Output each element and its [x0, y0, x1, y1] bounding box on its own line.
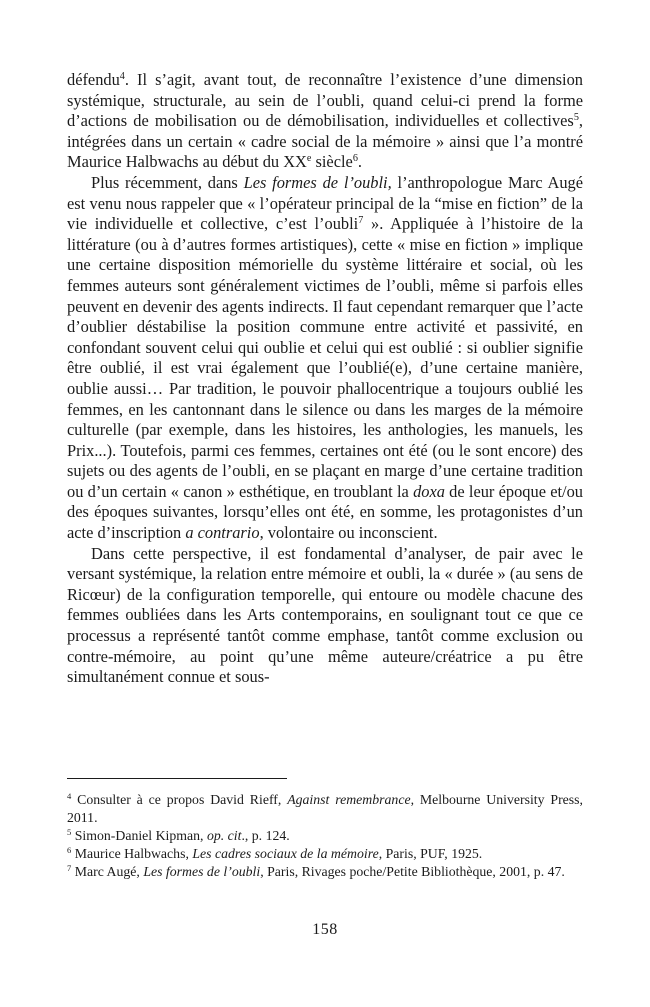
text-run: , Paris, Rivages poche/Petite Bibliothèque, 2001, p. 47.: [260, 864, 565, 879]
paragraph: [67, 173, 583, 544]
body-paragraphs: [67, 70, 583, 688]
footnote-reference: 7: [358, 215, 364, 227]
italic-text-run: Les formes de l’oubli,: [243, 172, 392, 192]
text-run: l’anthropologue Marc Augé est venu nous rappeler que « l’opérateur principal de la “mise en fiction” de la vie individuelle et collective, c’est l’oubli: [67, 172, 583, 234]
footnote-item: [67, 791, 583, 827]
text-run: , intégrées dans un certain « cadre social de la mémoire » ainsi que l’a montré Maurice Halbwachs au début du XX: [67, 111, 583, 172]
text-run: Plus récemment, dans: [91, 172, 244, 192]
italic-text-run: Les cadres sociaux de la mémoire: [192, 846, 379, 861]
italic-text-run: Against remembrance: [287, 792, 411, 807]
footnote-reference: e: [306, 153, 312, 165]
italic-text-run: op. cit: [206, 828, 242, 843]
italic-text-run: doxa: [413, 481, 445, 501]
footnote-separator: [67, 778, 287, 779]
text-run: de leur époque et/ou des époques suivantes, lorsqu’elles ont été, en somme, les protagonistes d’un acte d’inscription: [67, 481, 583, 543]
paragraph: [67, 70, 583, 173]
page-number: 158: [312, 921, 338, 938]
footnote-reference: 4: [119, 71, 125, 83]
text-run: Maurice Halbwachs,: [71, 846, 193, 861]
text-run: Marc Augé,: [71, 864, 144, 879]
text-run: , volontaire ou inconscient.: [259, 523, 438, 543]
footnote-item: [67, 827, 583, 845]
text-run: ». Appliquée à l’histoire de la littérature (ou à d’autres formes artistiques), cette « mise en fiction » implique une certaine disposition mémorielle du système littéraire et social, où les femmes auteurs sont généralement victimes de l’oubli, même si parfois elles peuvent en devenir des agents indirects. Il faut cependant remarquer que l’acte d’oublier déstabilise la position commune entre activité et passivité, en confondant souvent celui qui oublie et celui qui est oublié : si oublier signifie être oublié, il est vrai également que l’oublié(e), d’une certaine manière, oublie aussi… Par tradition, le pouvoir phallocentrique a toujours oublié les femmes, en les cantonnant dans le silence ou dans les marges de la mémoire culturelle (par exemple, dans les histoires, les anthologies, les manuels, les Prix...). Toutefois, parmi ces femmes, certaines ont été (ou le sont encore) des sujets ou des agents de l’oubli, en se plaçant en marge d’une certaine tradition ou d’un certain « canon » esthétique, en troublant la: [67, 214, 584, 501]
text-run: Consulter à ce propos David Rieff,: [71, 792, 288, 807]
footnote-marker: 4: [67, 790, 72, 801]
text-run: .: [357, 152, 362, 172]
footnote-item: [67, 863, 583, 881]
paragraph: [67, 544, 583, 688]
text-run: Simon-Daniel Kipman,: [71, 828, 207, 843]
footnotes-list: [67, 791, 583, 881]
footnote-reference: 5: [573, 112, 579, 124]
footnote-marker: 7: [67, 862, 72, 873]
text-run: ., p. 124.: [241, 828, 290, 843]
text-run: défendu: [67, 70, 120, 89]
footnote-reference: 6: [352, 153, 358, 165]
text-run: , Melbourne University Press, 2011.: [67, 792, 583, 825]
italic-text-run: Les formes de l’oubli: [143, 864, 261, 879]
text-run: siècle: [311, 152, 353, 172]
footnote-marker: 5: [67, 826, 72, 837]
italic-text-run: a contrario: [185, 523, 260, 543]
text-run: , Paris, PUF, 1925.: [378, 846, 483, 861]
text-run: . Il s’agit, avant tout, de reconnaître l’existence d’une dimension systémique, structurale, au sein de l’oubli, quand celui-ci prend la forme d’actions de mobilisation ou de démobilisation, individuelles et collectives: [67, 70, 583, 131]
footnote-item: [67, 845, 583, 863]
text-run: Dans cette perspective, il est fondamental d’analyser, de pair avec le versant systémique, la relation entre mémoire et oubli, la « durée » (au sens de Ricœur) de la configuration temporelle, qui entoure ou modèle chacune des femmes oubliées dans les Arts contemporains, en soulignant tout ce que ce processus a représenté tantôt comme emphase, tantôt comme exclusion ou contre-mémoire, au point qu’une même auteure/créatrice a pu être simultanément connue et sous-: [67, 543, 583, 687]
footnote-marker: 6: [67, 844, 72, 855]
